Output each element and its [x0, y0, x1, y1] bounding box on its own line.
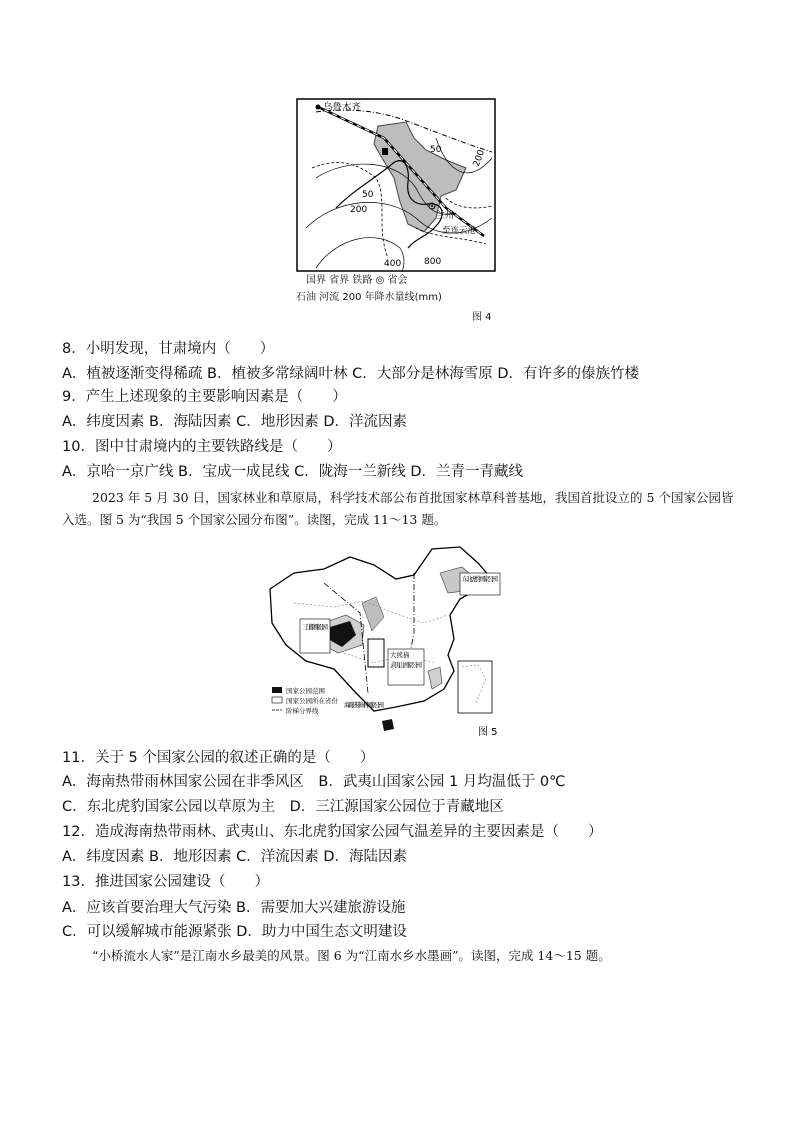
- figure5-caption: 图 5: [478, 727, 498, 738]
- question-13-options-ab: A．应该首要治理大气污染 B．需要加大兴建旅游设施: [62, 900, 406, 916]
- figure-5: [264, 543, 504, 738]
- figure-4: [296, 98, 496, 323]
- isohyet-50a: 50: [430, 145, 442, 155]
- gansu-map: [296, 98, 496, 273]
- label-sanjiangyuan-park: 三江源国家公园: [302, 623, 328, 631]
- question-10-stem: 10．图中甘肃境内的主要铁路线是（ ）: [62, 439, 342, 455]
- isohyet-50b: 50: [362, 190, 374, 200]
- legend-park-range: 国家公园范围: [286, 687, 325, 695]
- china-national-parks-map: [264, 543, 504, 738]
- question-13-options-cd: C．可以缓解城市能源紧张 D．助力中国生态文明建设: [62, 924, 407, 940]
- isohyet-200a: 200: [471, 148, 488, 169]
- city-urumqi: 乌鲁木齐: [323, 102, 362, 113]
- question-11-options-ab: A．海南热带雨林国家公园在非季风区 B．武夷山国家公园 1 月均温低于 0℃: [62, 774, 566, 790]
- figure4-legend-line1: 国界 省界 铁路 ◎ 省会: [306, 275, 408, 286]
- label-lianyungang: 至连云港: [442, 226, 477, 236]
- question-8-options: A．植被逐渐变得稀疏 B．植被多常绿阔叶林 C．大部分是林海雪原 D．有许多的傣族竹楼: [62, 366, 639, 382]
- intro-paragraph-2: “小桥流水人家”是江南水乡最美的风景。图 6 为“江南水乡水墨画”。读图，完成 14～15 题。: [92, 948, 611, 963]
- figure4-caption: 图 4: [472, 312, 492, 323]
- question-12-stem: 12．造成海南热带雨林、武夷山、东北虎豹国家公园气温差异的主要因素是（ ）: [62, 824, 603, 840]
- label-wuyi-park: 武夷山国家公园: [390, 661, 422, 669]
- label-tiger-leopard-park: 东北虎豹国家公园: [462, 575, 498, 583]
- question-9-options: A．纬度因素 B．海陆因素 C．地形因素 D．洋流因素: [62, 414, 407, 430]
- legend-park-province: 国家公园所在省份: [286, 697, 338, 705]
- label-panda-park: 大熊猫: [390, 651, 410, 659]
- question-12-options: A．纬度因素 B．地形因素 C．洋流因素 D．海陆因素: [62, 849, 407, 865]
- question-9-stem: 9．产生上述现象的主要影响因素是（ ）: [62, 389, 347, 405]
- city-lanzhou: 兰州: [436, 211, 455, 221]
- isohyet-800: 800: [424, 257, 442, 267]
- legend-step-boundary: 阶梯分界线: [286, 707, 319, 715]
- isohyet-400: 400: [384, 259, 402, 269]
- question-13-stem: 13．推进国家公园建设（ ）: [62, 874, 269, 890]
- question-10-options: A．京哈一京广线 B．宝成一成昆线 C．陇海一兰新线 D．兰青一青藏线: [62, 464, 523, 480]
- isohyet-200b: 200: [350, 205, 368, 215]
- figure4-legend-line2: 石油 河流 200 年降水量线(mm): [296, 292, 442, 303]
- intro-paragraph-1: 2023 年 5 月 30 日，国家林业和草原局，科学技术部公布首批国家林草科普基地，我国首批设立的 5 个国家公园皆入选。图 5 为“我国 5 个国家公园分布图”。读图，完成 11～13 题。: [62, 490, 734, 527]
- question-8-stem: 8．小明发现，甘肃境内（ ）: [62, 341, 275, 357]
- question-11-options-cd: C．东北虎豹国家公园以草原为主 D．三江源国家公园位于青藏地区: [62, 799, 504, 815]
- label-hainan-park: 海南热带雨林国家公园: [344, 701, 384, 709]
- question-11-stem: 11．关于 5 个国家公园的叙述正确的是（ ）: [62, 750, 375, 766]
